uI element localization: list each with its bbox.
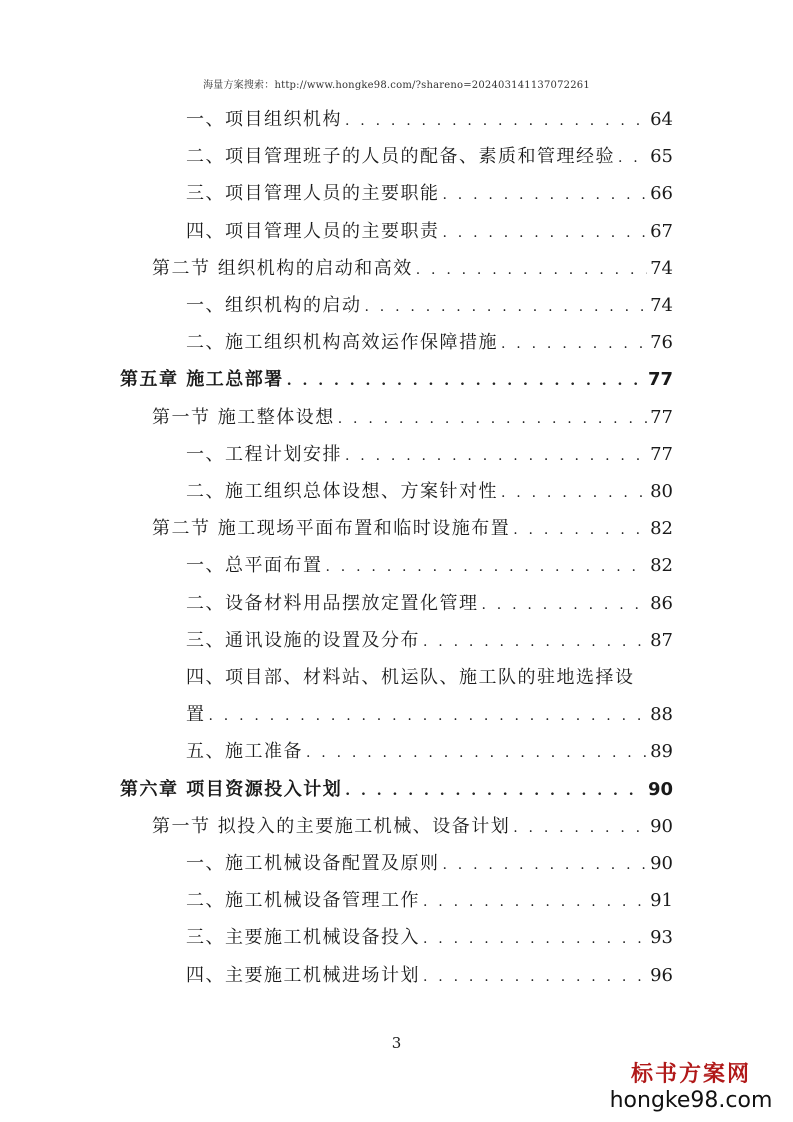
toc-dot-leader xyxy=(443,215,648,251)
toc-subsection-entry[interactable] xyxy=(186,734,673,770)
toc-dot-leader xyxy=(423,921,647,957)
toc-entry-title: 三、主要施工机械设备投入 xyxy=(186,927,420,949)
toc-entry-title: 一、总平面布置 xyxy=(186,555,323,577)
toc-subsection-entry[interactable] xyxy=(186,214,673,250)
toc-entry-page: 74 xyxy=(650,295,673,316)
toc-dot-leader xyxy=(416,252,647,288)
toc-entry-page: 86 xyxy=(650,592,673,614)
toc-dot-leader xyxy=(209,698,648,734)
toc-dot-leader xyxy=(501,475,647,511)
toc-entry-title: 二、施工组织总体设想、方案针对性 xyxy=(186,481,498,502)
toc-entry-title: 二、设备材料用品摆放定置化管理 xyxy=(186,592,479,614)
toc-section-entry[interactable] xyxy=(152,809,673,845)
toc-subsection-entry[interactable] xyxy=(186,288,673,324)
toc-dot-leader xyxy=(345,103,647,139)
toc-subsection-entry[interactable] xyxy=(186,623,673,659)
toc-dot-leader xyxy=(501,326,647,362)
toc-entry-page: 91 xyxy=(650,890,673,912)
toc-entry-title: 三、项目管理人员的主要职能 xyxy=(186,183,440,205)
toc-dot-leader xyxy=(513,512,647,548)
toc-dot-leader xyxy=(513,810,647,846)
toc-entry-title: 第一节 施工整体设想 xyxy=(152,406,335,428)
toc-entry-title: 置 xyxy=(186,704,206,726)
toc-entry-title: 第二节 组织机构的启动和高效 xyxy=(152,257,413,279)
toc-entry-page: 93 xyxy=(650,927,673,949)
toc-entry-page: 64 xyxy=(650,109,673,130)
toc-entry-page: 67 xyxy=(650,220,673,242)
toc-subsection-entry[interactable] xyxy=(186,697,673,733)
toc-entry-title: 一、施工机械设备配置及原则 xyxy=(186,853,440,874)
toc-section-entry[interactable] xyxy=(152,400,673,436)
header-source-note: 海量方案搜索：http://www.hongke98.com/?shareno=202403141137072261 xyxy=(203,80,590,91)
site-watermark-logo xyxy=(601,1060,781,1114)
toc-dot-leader xyxy=(423,624,647,660)
toc-entry-page: 66 xyxy=(650,183,673,205)
toc-entry-page: 87 xyxy=(650,629,673,651)
toc-entry-page: 90 xyxy=(647,778,673,800)
toc-dot-leader xyxy=(423,959,647,995)
toc-dot-leader xyxy=(482,587,648,623)
toc-chapter-entry[interactable] xyxy=(120,772,673,808)
toc-subsection-entry[interactable] xyxy=(186,474,673,510)
toc-subsection-entry[interactable] xyxy=(186,139,673,175)
toc-subsection-entry[interactable] xyxy=(186,846,673,882)
toc-entry-page: 77 xyxy=(650,406,673,428)
toc-entry-page: 76 xyxy=(650,332,673,354)
toc-subsection-entry[interactable] xyxy=(186,958,673,994)
toc-entry-page: 82 xyxy=(650,518,673,540)
toc-entry-title: 三、通讯设施的设置及分布 xyxy=(186,629,420,651)
toc-entry-page: 88 xyxy=(650,704,673,726)
toc-entry-page: 77 xyxy=(647,369,673,391)
toc-dot-leader xyxy=(618,140,647,176)
toc-chapter-entry[interactable] xyxy=(120,362,673,398)
toc-dot-leader xyxy=(443,177,648,213)
toc-dot-leader xyxy=(365,289,648,325)
toc-subsection-entry[interactable] xyxy=(186,586,673,622)
toc-entry-page: 90 xyxy=(650,815,673,837)
toc-entry-page: 90 xyxy=(650,853,673,874)
toc-subsection-entry[interactable] xyxy=(186,660,673,696)
toc-section-entry[interactable] xyxy=(152,251,673,287)
watermark-cn-text: 标书方案网 xyxy=(630,1061,751,1087)
toc-entry-page: 89 xyxy=(650,741,673,763)
toc-entry-title: 一、工程计划安排 xyxy=(186,443,342,465)
toc-dot-leader xyxy=(423,884,647,920)
toc-entry-page: 74 xyxy=(650,257,673,279)
toc-dot-leader xyxy=(287,363,645,399)
toc-entry-page: 80 xyxy=(650,481,673,502)
toc-section-entry[interactable] xyxy=(152,511,673,547)
toc-dot-leader xyxy=(338,401,647,437)
toc-entry-page: 65 xyxy=(650,146,673,168)
toc-entry-title: 第二节 施工现场平面布置和临时设施布置 xyxy=(152,518,511,540)
toc-entry-title: 第一节 拟投入的主要施工机械、设备计划 xyxy=(152,815,511,837)
toc-entry-title: 二、项目管理班子的人员的配备、素质和管理经验 xyxy=(186,146,615,168)
toc-entry-title: 五、施工准备 xyxy=(186,741,303,763)
toc-dot-leader xyxy=(345,438,647,474)
watermark-en-text: hongke98.com xyxy=(609,1088,773,1113)
toc-subsection-entry[interactable] xyxy=(186,325,673,361)
toc-entry-title: 一、组织机构的启动 xyxy=(186,295,362,316)
toc-entry-title: 四、项目管理人员的主要职责 xyxy=(186,220,440,242)
toc-dot-leader xyxy=(326,549,648,585)
toc-entry-title: 二、施工组织机构高效运作保障措施 xyxy=(186,332,498,354)
toc-entry-title: 二、施工机械设备管理工作 xyxy=(186,890,420,912)
toc-subsection-entry[interactable] xyxy=(186,883,673,919)
toc-entry-title: 四、项目部、材料站、机运队、施工队的驻地选择设 xyxy=(186,667,635,688)
toc-entry-title: 第六章 项目资源投入计划 xyxy=(120,778,343,800)
toc-subsection-entry[interactable] xyxy=(186,437,673,473)
toc-dot-leader xyxy=(306,735,647,771)
page-number: 3 xyxy=(391,1034,402,1052)
toc-subsection-entry[interactable] xyxy=(186,176,673,212)
toc-entry-page: 96 xyxy=(650,964,673,986)
toc-entry-title: 一、项目组织机构 xyxy=(186,109,342,130)
toc-dot-leader xyxy=(443,847,648,883)
toc-entry-title: 第五章 施工总部署 xyxy=(120,369,284,391)
toc-dot-leader xyxy=(345,773,645,809)
toc-subsection-entry[interactable] xyxy=(186,102,673,138)
toc-subsection-entry[interactable] xyxy=(186,548,673,584)
toc-entry-page: 82 xyxy=(650,555,673,577)
toc-subsection-entry[interactable] xyxy=(186,920,673,956)
toc-entry-title: 四、主要施工机械进场计划 xyxy=(186,964,420,986)
toc-entry-page: 77 xyxy=(650,443,673,465)
